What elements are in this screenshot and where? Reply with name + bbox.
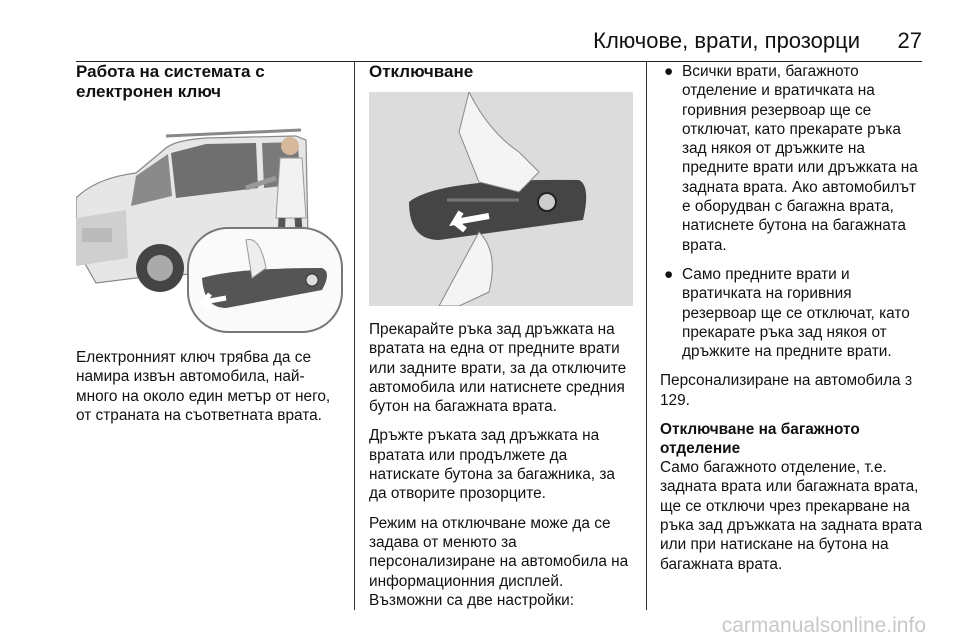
list-item-text: Само предните врати и вратичката на горивния резервоар ще се отключат, като прекарате ръка зад някоя от дръжките на предните врати. <box>682 265 910 361</box>
column-divider <box>354 62 355 610</box>
body-text: Само багажното отделение, т.е. задната врата или багажната врата, ще се отключи чрез прекарване на ръка зад дръжката на задната врата или при натискане на бутона на багажната врата. <box>660 459 923 573</box>
xref-text: Персонализиране на автомобила <box>660 372 901 390</box>
hand-behind-handle-figure <box>369 92 633 306</box>
section-heading: Отключване на багажното отделение <box>660 421 860 458</box>
door-handle-illustration <box>369 92 633 306</box>
watermark: carmanualsonline.info <box>721 614 926 637</box>
section-heading: Отключване <box>369 62 474 81</box>
section-heading: Работа на системата с електронен ключ <box>76 62 265 101</box>
list-item <box>660 265 928 361</box>
bullet-list <box>660 62 928 361</box>
column-middle <box>369 62 633 620</box>
xref-page[interactable]: 129. <box>660 391 690 409</box>
body-text: Режим на отключване може да се задава от менюто за персонализиране на автомобила на информационния дисплей. Възможни са две настройки: <box>369 514 629 609</box>
column-left <box>76 62 344 435</box>
column-right <box>660 62 928 584</box>
body-text: Прекарайте ръка зад дръжката на вратата на една от предните врати или задните врати, за да отключите автомобила или натиснете средния бутон на багажната врата. <box>369 321 627 416</box>
car-with-person-figure <box>76 118 344 334</box>
body-text: Електронният ключ трябва да се намира извън автомобила, най-много на около един метър от него, от страната на съответната врата. <box>76 349 331 424</box>
column-divider <box>646 62 647 610</box>
list-item-text: Всички врати, багажното отделение и вратичката на горивния резервоар ще се отключат, като прекарате ръка зад някоя от дръжките на предните врати или дръжката на задната врата. Ако автомобилът е оборудван с багажна врата, натиснете бутона на багажната врата. <box>682 63 918 254</box>
header-title: Ключове, врати, прозорци <box>593 28 860 53</box>
page-header <box>76 28 922 58</box>
bullet-icon: ● <box>664 265 674 283</box>
page-number: 27 <box>897 28 922 53</box>
cross-reference <box>660 371 928 410</box>
xref-arrow-icon: 3 <box>904 373 913 389</box>
body-text: Дръжте ръката зад дръжката на вратата или продължете да натискате бутона за багажника, за да отворите прозорците. <box>369 427 615 503</box>
bullet-icon: ● <box>664 63 674 80</box>
list-item <box>660 62 928 255</box>
car-illustration <box>76 118 344 334</box>
